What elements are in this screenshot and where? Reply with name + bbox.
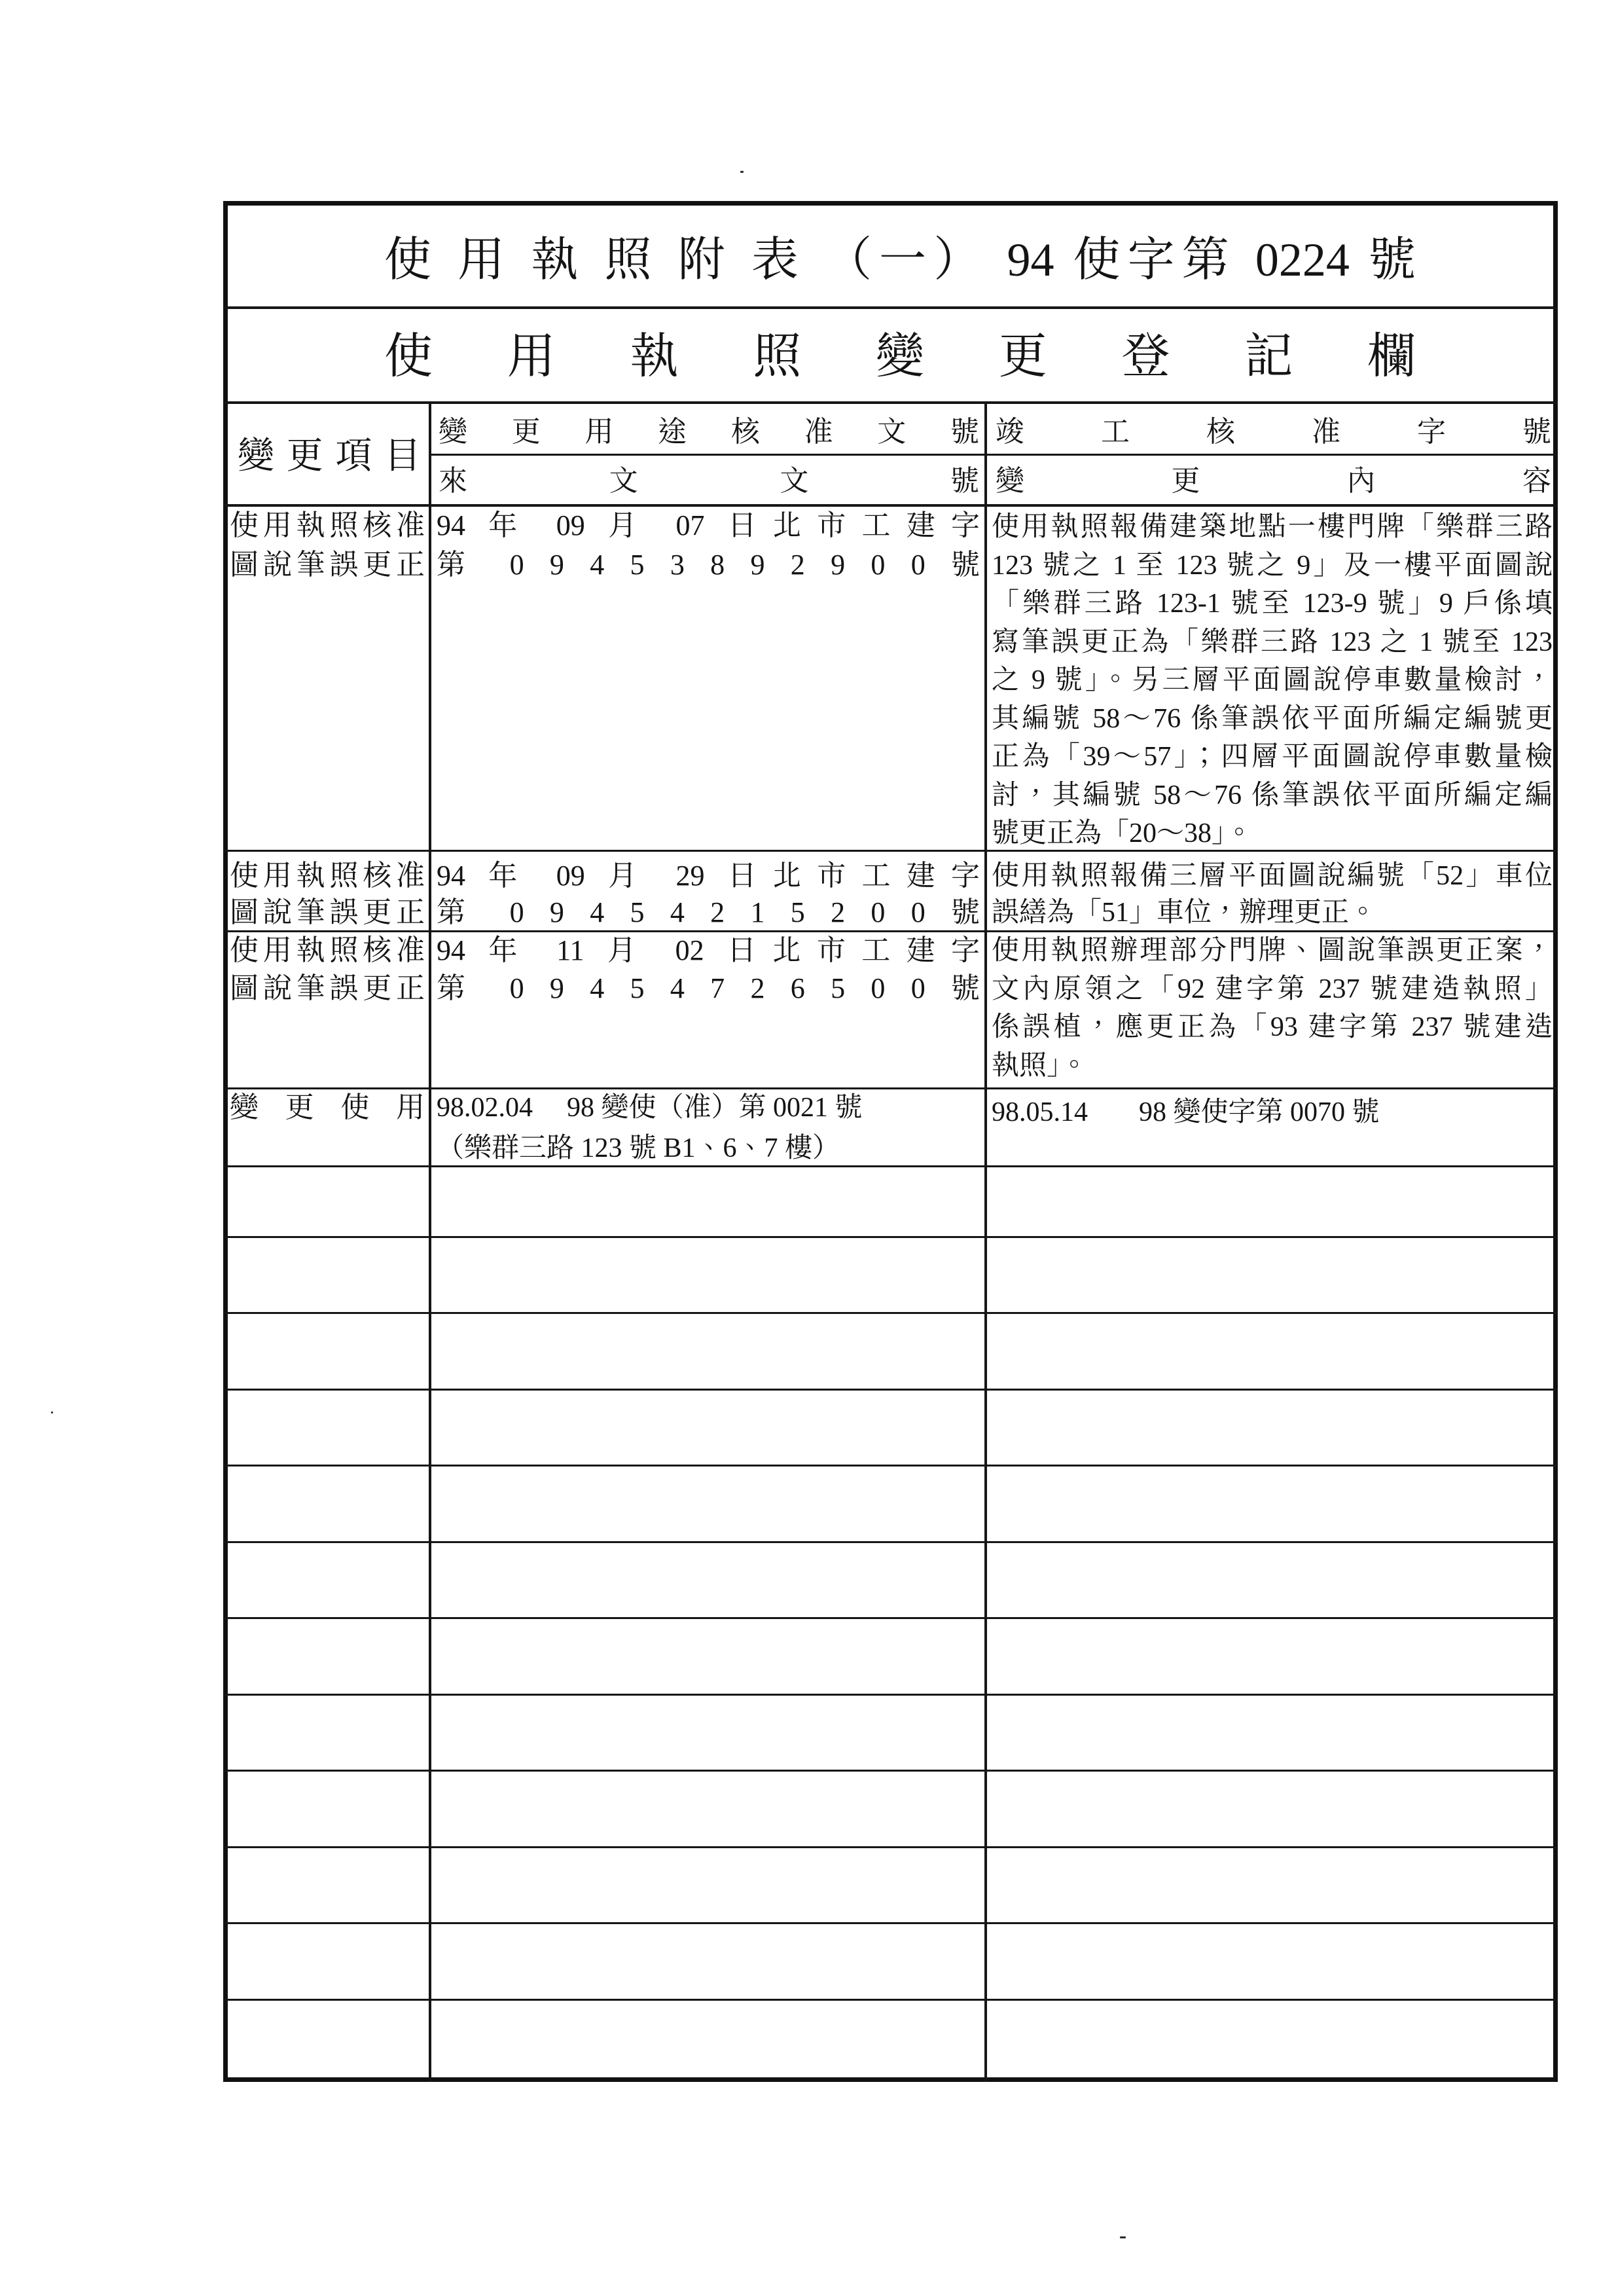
cell-line: 圖說筆誤更正 bbox=[230, 549, 425, 581]
cell-line: 94 年 09 月 07 日北市工建字 bbox=[437, 509, 980, 541]
cell-line: 第 0 9 4 5 4 7 2 6 5 0 0 號 bbox=[437, 972, 980, 1004]
row-divider bbox=[223, 1389, 1558, 1391]
header-change-content: 變 更 內 容 bbox=[996, 465, 1551, 497]
row-divider bbox=[223, 1999, 1558, 2001]
completion-line bbox=[992, 1093, 1553, 1131]
row-1-change-content bbox=[992, 508, 1553, 853]
cell-line: 號更正為「20～38」。 bbox=[992, 818, 1253, 848]
column-divider-content bbox=[984, 403, 987, 2082]
cell-line: 其編號 58～76 係筆誤依平面所編定編號更 bbox=[992, 703, 1553, 734]
cell-line: 文內原領之「92 建字第 237 號建造執照」 bbox=[992, 974, 1553, 1004]
header-completion-approval-no: 竣 工 核 准 字 號 bbox=[996, 416, 1551, 448]
completion-date: 98.05.14 bbox=[992, 1097, 1088, 1127]
header-change-use-approval-no: 變 更 用 途 核 准 文 號 bbox=[439, 416, 979, 448]
row-2-change-content bbox=[992, 858, 1553, 931]
title-divider bbox=[223, 306, 1558, 309]
cell-line: 使用執照核准 bbox=[230, 934, 425, 966]
cell-line: 94 年 11 月 02 日北市工建字 bbox=[437, 934, 980, 966]
cell-line: 正為「39～57」；四層平面圖說停車數量檢 bbox=[992, 742, 1553, 772]
column-divider-item bbox=[429, 403, 431, 2082]
row-divider bbox=[223, 1541, 1558, 1543]
cell-line: 使用執照報備建築地點一樓門牌「樂群三路 bbox=[992, 512, 1553, 542]
row-4-completion-approval bbox=[992, 1093, 1553, 1131]
cell-line: 123 號之 1 至 123 號之 9」及一樓平面圖說 bbox=[992, 550, 1553, 581]
approval-note: （樂群三路 123 號 B1、6、7 樓） bbox=[437, 1133, 840, 1163]
row-divider bbox=[223, 1617, 1558, 1619]
row-4-change-item bbox=[230, 1089, 425, 1127]
cell-line: 變 更 使 用 bbox=[230, 1091, 425, 1123]
row-3-incoming-doc bbox=[437, 932, 980, 1008]
row-divider bbox=[223, 1770, 1558, 1772]
scan-speck bbox=[51, 1412, 53, 1413]
row-divider bbox=[223, 1694, 1558, 1696]
cell-line: 執照」。 bbox=[992, 1050, 1088, 1081]
row-1-incoming-doc bbox=[437, 506, 980, 585]
approval-doc-no: 98 變使（准）第 0021 號 bbox=[567, 1093, 863, 1123]
document-title: 使 用 執 照 附 表 （一） 94 使字第 0224 號 bbox=[384, 234, 1416, 286]
section-divider bbox=[223, 401, 1558, 404]
row-2-change-item bbox=[230, 858, 425, 931]
approval-line bbox=[437, 1087, 980, 1128]
row-divider bbox=[223, 1236, 1558, 1238]
scan-speck bbox=[740, 171, 744, 173]
header-incoming-doc-no: 來 文 文 號 bbox=[439, 465, 979, 497]
row-1-change-item bbox=[230, 506, 425, 585]
header-subdivider bbox=[430, 454, 1558, 456]
cell-line: 寫筆誤更正為「樂群三路 123 之 1 號至 123 bbox=[992, 627, 1553, 657]
row-divider bbox=[223, 1312, 1558, 1314]
completion-doc-no: 98 變使字第 0070 號 bbox=[1139, 1097, 1380, 1127]
row-3-change-item bbox=[230, 932, 425, 1008]
section-title: 使 用 執 照 變 更 登 記 欄 bbox=[384, 330, 1416, 384]
cell-line: 圖說筆誤更正 bbox=[230, 896, 425, 928]
cell-line: 係誤植，應更正為「93 建字第 237 號建造 bbox=[992, 1012, 1553, 1042]
header-change-item: 變 更 項 目 bbox=[238, 436, 421, 477]
row-divider bbox=[223, 1846, 1558, 1848]
cell-line: 圖說筆誤更正 bbox=[230, 972, 425, 1004]
cell-line: 第 0 9 4 5 4 2 1 5 2 0 0 號 bbox=[437, 896, 980, 928]
row-divider bbox=[223, 1922, 1558, 1924]
cell-line: 討，其編號 58～76 係筆誤依平面所編定編 bbox=[992, 780, 1553, 811]
cell-line: 第 0 9 4 5 3 8 9 2 9 0 0 號 bbox=[437, 549, 980, 581]
row-4-change-use-approval bbox=[437, 1087, 980, 1169]
cell-line: 使用執照報備三層平面圖說編號「52」車位 bbox=[992, 861, 1553, 891]
row-divider bbox=[223, 1465, 1558, 1467]
row-3-change-content bbox=[992, 932, 1553, 1085]
cell-line: 誤繕為「51」車位，辦理更正。 bbox=[992, 898, 1377, 928]
cell-line: 之 9 號」。另三層平面圖說停車數量檢討， bbox=[992, 665, 1553, 695]
cell-line: 使用執照核准 bbox=[230, 860, 425, 892]
cell-line: 94 年 09 月 29 日北市工建字 bbox=[437, 860, 980, 892]
cell-line: 使用執照辦理部分門牌、圖說筆誤更正案， bbox=[992, 936, 1553, 966]
cell-line: 「樂群三路 123-1 號至 123-9 號」9 戶係填 bbox=[992, 589, 1553, 619]
approval-date: 98.02.04 bbox=[437, 1093, 533, 1123]
cell-line: 使用執照核准 bbox=[230, 509, 425, 541]
row-2-incoming-doc bbox=[437, 858, 980, 931]
scan-speck bbox=[1120, 2236, 1126, 2238]
